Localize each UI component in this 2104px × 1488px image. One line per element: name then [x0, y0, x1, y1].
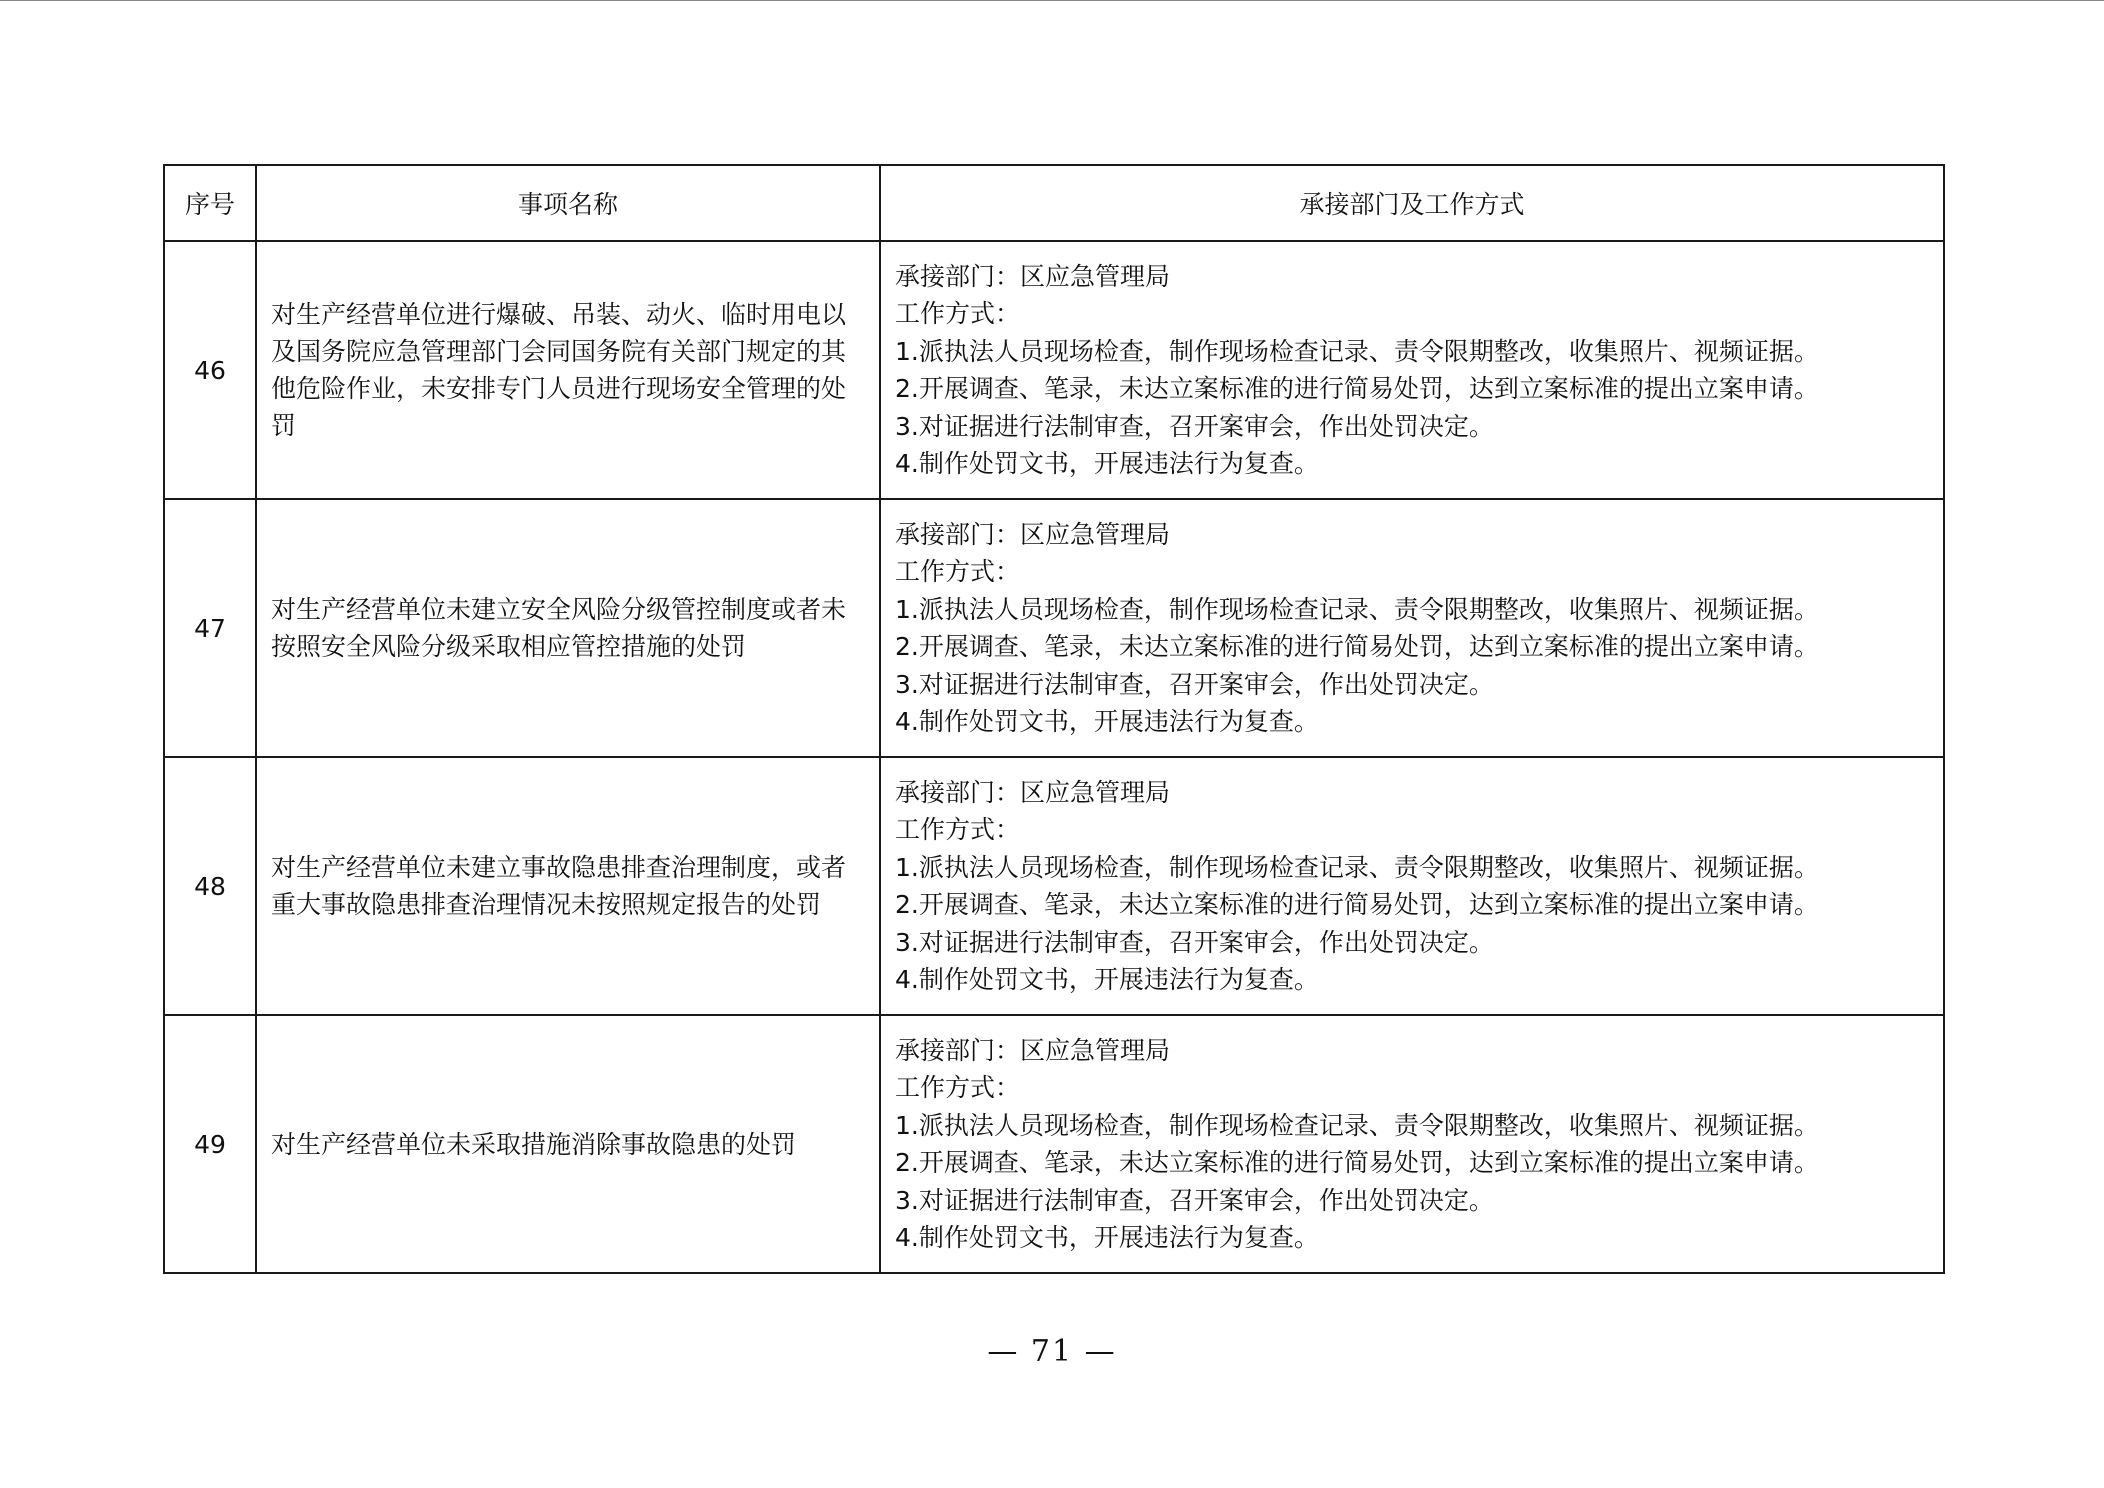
table-row	[164, 499, 1944, 757]
item-name: 对生产经营单位未建立安全风险分级管控制度或者未按照安全风险分级采取相应管控措施的处罚	[256, 499, 880, 757]
row-number: 49	[164, 1015, 256, 1273]
table-row	[164, 1015, 1944, 1273]
method-step: 4.制作处罚文书，开展违法行为复查。	[895, 449, 1319, 478]
method-step: 4.制作处罚文书，开展违法行为复查。	[895, 707, 1319, 736]
header-seq: 序号	[164, 165, 256, 241]
header-dept-method: 承接部门及工作方式	[880, 165, 1944, 241]
item-name: 对生产经营单位未建立事故隐患排查治理制度，或者重大事故隐患排查治理情况未按照规定报告的处罚	[256, 757, 880, 1015]
department: 承接部门：区应急管理局	[895, 777, 1171, 807]
item-name: 对生产经营单位进行爆破、吊装、动火、临时用电以及国务院应急管理部门会同国务院有关部门规定的其他危险作业，未安排专门人员进行现场安全管理的处罚	[256, 241, 880, 499]
row-number: 47	[164, 499, 256, 757]
table-row	[164, 757, 1944, 1015]
header-row	[164, 165, 1944, 241]
method-step: 4.制作处罚文书，开展违法行为复查。	[895, 1223, 1319, 1252]
method-step: 2.开展调查、笔录，未达立案标准的进行简易处罚，达到立案标准的提出立案申请。	[895, 632, 1819, 661]
method-label: 工作方式：	[895, 557, 1021, 586]
row-number: 46	[164, 241, 256, 499]
table-row	[164, 241, 1944, 499]
method-step: 1.派执法人员现场检查，制作现场检查记录、责令限期整改，收集照片、视频证据。	[895, 852, 1819, 882]
method-label: 工作方式：	[895, 815, 1021, 844]
method-step: 3.对证据进行法制审查，召开案审会，作出处罚决定。	[895, 669, 1494, 699]
method-step: 3.对证据进行法制审查，召开案审会，作出处罚决定。	[895, 927, 1494, 957]
method-step: 3.对证据进行法制审查，召开案审会，作出处罚决定。	[895, 411, 1494, 441]
method-step: 2.开展调查、笔录，未达立案标准的进行简易处罚，达到立案标准的提出立案申请。	[895, 890, 1819, 919]
dept-method-cell	[880, 1015, 1944, 1273]
row-number: 48	[164, 757, 256, 1015]
header-item-name: 事项名称	[256, 165, 880, 241]
dept-method-cell	[880, 499, 1944, 757]
page-number: — 71 —	[987, 1334, 1117, 1369]
top-border-line	[0, 0, 2104, 1]
method-step: 2.开展调查、笔录，未达立案标准的进行简易处罚，达到立案标准的提出立案申请。	[895, 374, 1819, 403]
matters-table	[163, 164, 1945, 1274]
method-label: 工作方式：	[895, 299, 1021, 328]
dept-method-cell	[880, 241, 1944, 499]
method-step: 1.派执法人员现场检查，制作现场检查记录、责令限期整改，收集照片、视频证据。	[895, 1110, 1819, 1140]
department: 承接部门：区应急管理局	[895, 1035, 1171, 1065]
item-name: 对生产经营单位未采取措施消除事故隐患的处罚	[256, 1015, 880, 1273]
method-step: 2.开展调查、笔录，未达立案标准的进行简易处罚，达到立案标准的提出立案申请。	[895, 1148, 1819, 1177]
method-label: 工作方式：	[895, 1073, 1021, 1102]
department: 承接部门：区应急管理局	[895, 261, 1171, 291]
method-step: 4.制作处罚文书，开展违法行为复查。	[895, 965, 1319, 994]
method-step: 1.派执法人员现场检查，制作现场检查记录、责令限期整改，收集照片、视频证据。	[895, 594, 1819, 624]
dept-method-cell	[880, 757, 1944, 1015]
method-step: 3.对证据进行法制审查，召开案审会，作出处罚决定。	[895, 1185, 1494, 1215]
method-step: 1.派执法人员现场检查，制作现场检查记录、责令限期整改，收集照片、视频证据。	[895, 336, 1819, 366]
department: 承接部门：区应急管理局	[895, 519, 1171, 549]
